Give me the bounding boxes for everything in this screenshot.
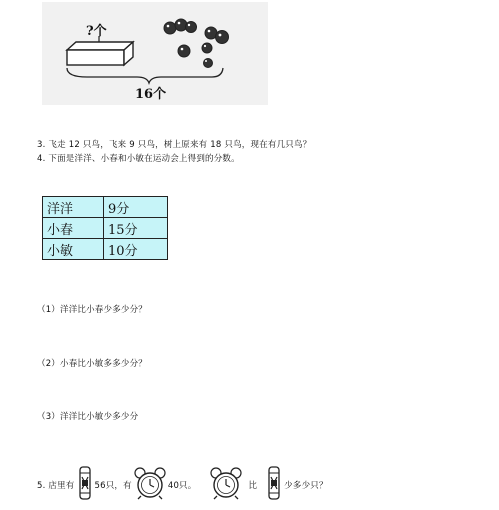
- subquestion-1: （1）洋洋比小春少多少分？: [37, 305, 148, 315]
- alarm-clock-icon: [134, 466, 166, 503]
- q5-count1: 56只，有: [94, 480, 132, 491]
- q5-lead: 5. 店里有: [37, 480, 75, 491]
- table-cell-name: 洋洋: [43, 197, 104, 218]
- table-row: [43, 218, 168, 239]
- question-4: 4. 下面是洋洋、小春和小敏在运动会上得到的分数。: [37, 154, 240, 164]
- table-row: [43, 197, 168, 218]
- brace-shape: [67, 68, 223, 83]
- alarm-clock-icon: [210, 466, 242, 503]
- q5-compare: 比: [248, 480, 258, 491]
- table-cell-name: 小敏: [43, 239, 104, 260]
- subquestion-2: （2）小春比小敏多多少分？: [37, 359, 148, 369]
- table-cell-score: 10分: [104, 239, 168, 260]
- table-row: [43, 239, 168, 260]
- question-5: [37, 466, 328, 503]
- score-table: [42, 196, 168, 260]
- table-cell-name: 小春: [43, 218, 104, 239]
- table-cell-score: 15分: [104, 218, 168, 239]
- bird-nest-icon: [267, 466, 281, 503]
- q5-ask: 少多少只？: [284, 480, 328, 491]
- q5-count2: 40只。: [167, 480, 197, 491]
- total-count-label: 16个: [135, 87, 167, 102]
- counting-figure: [42, 2, 268, 105]
- subquestion-3: （3）洋洋比小敏少多少分: [37, 412, 139, 422]
- unknown-count-label: ?个: [86, 24, 107, 39]
- question-3: 3. 飞走 12 只鸟，飞来 9 只鸟，树上原来有 18 只鸟，现在有几只鸟？: [37, 140, 312, 150]
- balls-group: [164, 19, 229, 68]
- box-shape: [67, 42, 133, 65]
- bird-nest-icon: [78, 466, 92, 503]
- table-cell-score: 9分: [104, 197, 168, 218]
